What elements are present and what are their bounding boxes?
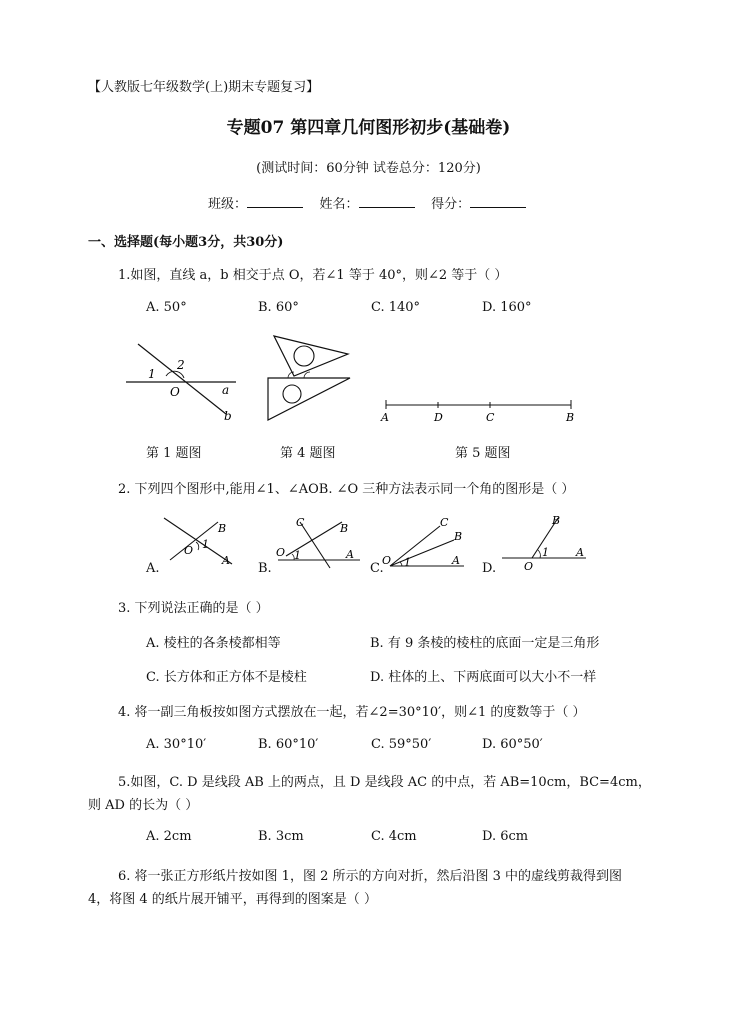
q2b-label-1: 1	[294, 549, 301, 562]
q3-option-d[interactable]: D. 柱体的上、下两底面可以大小不一样	[370, 670, 597, 685]
q2a-label-o: O	[184, 544, 194, 557]
caption-figure-1: 第 1 题图	[146, 446, 202, 461]
q4-option-c[interactable]: C. 59°50′	[371, 737, 432, 752]
triangle-upper-hole	[294, 346, 314, 366]
q1-option-d[interactable]: D. 160°	[482, 300, 532, 315]
caption-figure-4: 第 4 题图	[280, 446, 336, 461]
page-title: 专题07 第四章几何图形初步(基础卷)	[226, 118, 511, 138]
q2-option-c[interactable]: C.	[370, 561, 384, 576]
question-5-line-2: 则 AD 的长为（ ）	[88, 798, 199, 813]
fig5-label-c: C	[486, 411, 495, 424]
name-blank[interactable]	[359, 197, 415, 208]
question-6-line-2: 4，将图 4 的纸片展开铺平，再得到的图案是（ ）	[88, 892, 377, 907]
question-3: 3. 下列说法正确的是（ ）	[118, 601, 269, 616]
q2b-label-a: A	[346, 548, 354, 561]
q2c-label-a: A	[452, 554, 460, 567]
q5-option-b[interactable]: B. 3cm	[258, 829, 304, 844]
question-5-line-1: 5.如图，C. D 是线段 AB 上的两点，且 D 是线段 AC 的中点，若 AB=10cm，BC=4cm，	[118, 775, 651, 790]
q2-option-a[interactable]: A.	[146, 561, 160, 576]
fig5-label-b: B	[566, 411, 575, 424]
q2d-label-a: A	[576, 546, 584, 559]
q2-figure-b	[272, 512, 364, 570]
q2b-label-c: C	[296, 516, 305, 529]
figure-4	[264, 332, 354, 424]
series-title: 【人教版七年级数学(上)期末专题复习】	[88, 80, 320, 95]
triangle-lower-hole	[283, 385, 301, 403]
q1-option-b[interactable]: B. 60°	[258, 300, 299, 315]
q2d-label-b: B	[552, 514, 561, 527]
q2c-label-b: B	[454, 530, 463, 543]
fig5-label-d: D	[434, 411, 443, 424]
class-label: 班级：	[208, 197, 248, 212]
q4-option-a[interactable]: A. 30°10′	[146, 737, 207, 752]
class-blank[interactable]	[247, 197, 303, 208]
q3-option-a[interactable]: A. 棱柱的各条棱都相等	[146, 636, 281, 651]
q4-option-b[interactable]: B. 60°10′	[258, 737, 319, 752]
q2b-label-b: B	[340, 522, 349, 535]
fig1-label-a: a	[222, 383, 230, 397]
q5-option-d[interactable]: D. 6cm	[482, 829, 529, 844]
q2a-label-b: B	[218, 522, 227, 535]
fig5-label-a: A	[381, 411, 389, 424]
question-6-line-1: 6. 将一张正方形纸片按如图 1，图 2 所示的方向对折，然后沿图 3 中的虚线剪裁得到图	[118, 869, 623, 884]
q2c-label-1: 1	[404, 556, 411, 569]
section-heading: 一、选择题(每小题3分，共30分)	[88, 235, 284, 250]
angle-2-arc	[304, 372, 310, 378]
question-1: 1.如图，直线 a，b 相交于点 O，若∠1 等于 40°，则∠2 等于（ ）	[118, 268, 508, 283]
q2c-label-o: O	[382, 554, 392, 567]
angle-arc	[166, 371, 184, 378]
figure-1	[118, 338, 243, 428]
question-4: 4. 将一副三角板按如图方式摆放在一起，若∠2=30°10′，则∠1 的度数等于（ ）	[118, 705, 586, 720]
q1-option-c[interactable]: C. 140°	[371, 300, 421, 315]
score-blank[interactable]	[470, 197, 526, 208]
q2d-label-o: O	[524, 560, 534, 572]
q2a-label-a: A	[222, 554, 230, 567]
name-label: 姓名：	[319, 197, 359, 212]
q2-figure-a	[160, 512, 242, 570]
q2a-label-1: 1	[202, 538, 209, 551]
question-2: 2. 下列四个图形中,能用∠1、∠AOB. ∠O 三种方法表示同一个角的图形是（ ）	[118, 482, 575, 497]
triangle-lower	[268, 378, 350, 420]
fig1-label-1: 1	[148, 367, 156, 381]
q5-option-c[interactable]: C. 4cm	[371, 829, 417, 844]
q2-option-b[interactable]: B.	[258, 561, 272, 576]
q3-option-c[interactable]: C. 长方体和正方体不是棱柱	[146, 670, 307, 685]
q2-option-d[interactable]: D.	[482, 561, 497, 576]
fig1-label-o: O	[170, 385, 180, 399]
q2d-label-1: 1	[542, 546, 549, 559]
triangle-upper	[274, 336, 348, 376]
fig1-label-2: 2	[177, 358, 185, 372]
caption-figure-5: 第 5 题图	[455, 446, 511, 461]
q4-option-d[interactable]: D. 60°50′	[482, 737, 543, 752]
fig1-label-b: b	[224, 409, 232, 423]
q2c-label-c: C	[440, 516, 449, 529]
student-info-row	[208, 193, 526, 212]
q2-figure-d	[498, 512, 590, 572]
q2b-label-o: O	[276, 546, 286, 559]
q2-figure-c	[382, 512, 472, 572]
figure-5	[376, 395, 581, 425]
q5-option-a[interactable]: A. 2cm	[146, 829, 192, 844]
q1-option-a[interactable]: A. 50°	[146, 300, 187, 315]
test-info: (测试时间：60分钟 试卷总分：120分)	[256, 161, 481, 176]
q3-option-b[interactable]: B. 有 9 条棱的棱柱的底面一定是三角形	[370, 636, 600, 651]
score-label: 得分：	[431, 197, 471, 212]
